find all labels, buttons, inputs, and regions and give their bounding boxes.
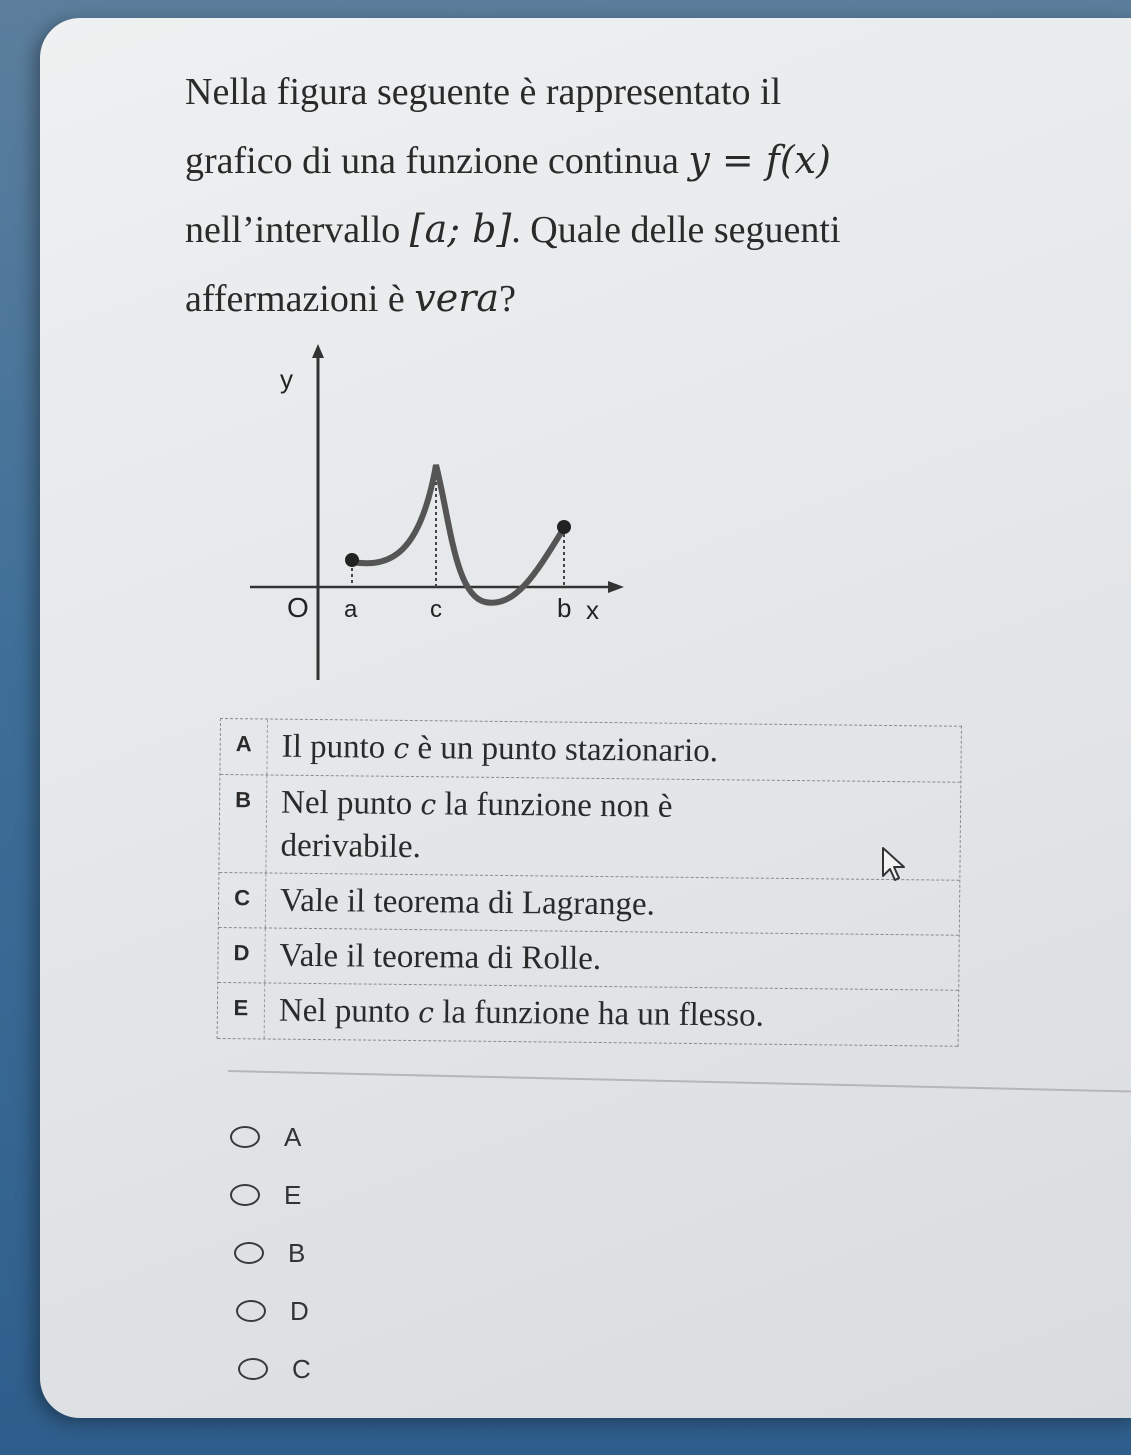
b-label: b <box>557 593 572 623</box>
origin-label: O <box>287 592 309 623</box>
answer-label[interactable]: D <box>290 1295 309 1326</box>
x-axis-label: x <box>586 595 599 625</box>
option-text: Vale il teorema di Lagrange. <box>279 882 656 923</box>
options-table <box>217 718 962 1047</box>
a-label: a <box>344 596 358 623</box>
radio-button[interactable] <box>236 1300 266 1322</box>
option-letter: B <box>219 775 267 872</box>
question-line-1: Nella figura seguente è rappresentato il <box>185 71 782 113</box>
radio-button[interactable] <box>238 1358 268 1380</box>
option-c <box>219 873 960 936</box>
answer-choice-e[interactable] <box>230 1166 311 1224</box>
endpoint-b <box>557 520 571 534</box>
y-axis-label: y <box>280 364 293 394</box>
x-axis-arrow <box>608 581 624 593</box>
interval-notation: [a; b] <box>409 207 512 251</box>
option-text: Nel punto c la funzione non è derivabile. <box>280 784 673 866</box>
answer-choice-b[interactable] <box>234 1224 311 1282</box>
option-text: Vale il teorema di Rolle. <box>279 937 602 978</box>
function-graph <box>240 340 640 690</box>
answer-choice-c[interactable] <box>238 1340 311 1398</box>
question-line-4: affermazioni è vera? <box>185 276 516 320</box>
radio-button[interactable] <box>230 1184 260 1206</box>
answer-choice-d[interactable] <box>236 1282 311 1340</box>
function-notation: y = f(x) <box>688 138 831 182</box>
question-text <box>185 58 985 333</box>
radio-button[interactable] <box>234 1242 264 1264</box>
option-text: Nel punto c la funzione ha un flesso. <box>278 992 765 1034</box>
answer-label[interactable]: C <box>292 1353 311 1384</box>
option-a <box>220 719 961 783</box>
option-letter: D <box>218 928 266 982</box>
option-letter: C <box>219 873 267 927</box>
option-letter: E <box>218 983 266 1038</box>
answer-label[interactable]: A <box>284 1121 302 1152</box>
option-d <box>218 928 959 991</box>
question-line-2: grafico di una funzione continua y = f(x) <box>185 138 831 182</box>
option-text: Il punto c è un punto stazionario. <box>281 728 719 770</box>
answer-label[interactable]: E <box>284 1179 302 1210</box>
c-label: c <box>430 596 442 623</box>
endpoint-a <box>345 553 359 567</box>
question-line-3: nell’intervallo [a; b]. Quale delle seguenti <box>185 207 841 251</box>
mouse-pointer-icon <box>880 846 910 886</box>
option-letter: A <box>220 719 268 774</box>
y-axis-arrow <box>312 344 324 358</box>
option-b <box>219 775 960 881</box>
function-curve <box>352 465 564 603</box>
option-e <box>218 983 959 1047</box>
answer-choices <box>230 1108 311 1398</box>
answer-label[interactable]: B <box>288 1237 306 1268</box>
answer-choice-a[interactable] <box>230 1108 311 1166</box>
radio-button[interactable] <box>230 1126 260 1148</box>
